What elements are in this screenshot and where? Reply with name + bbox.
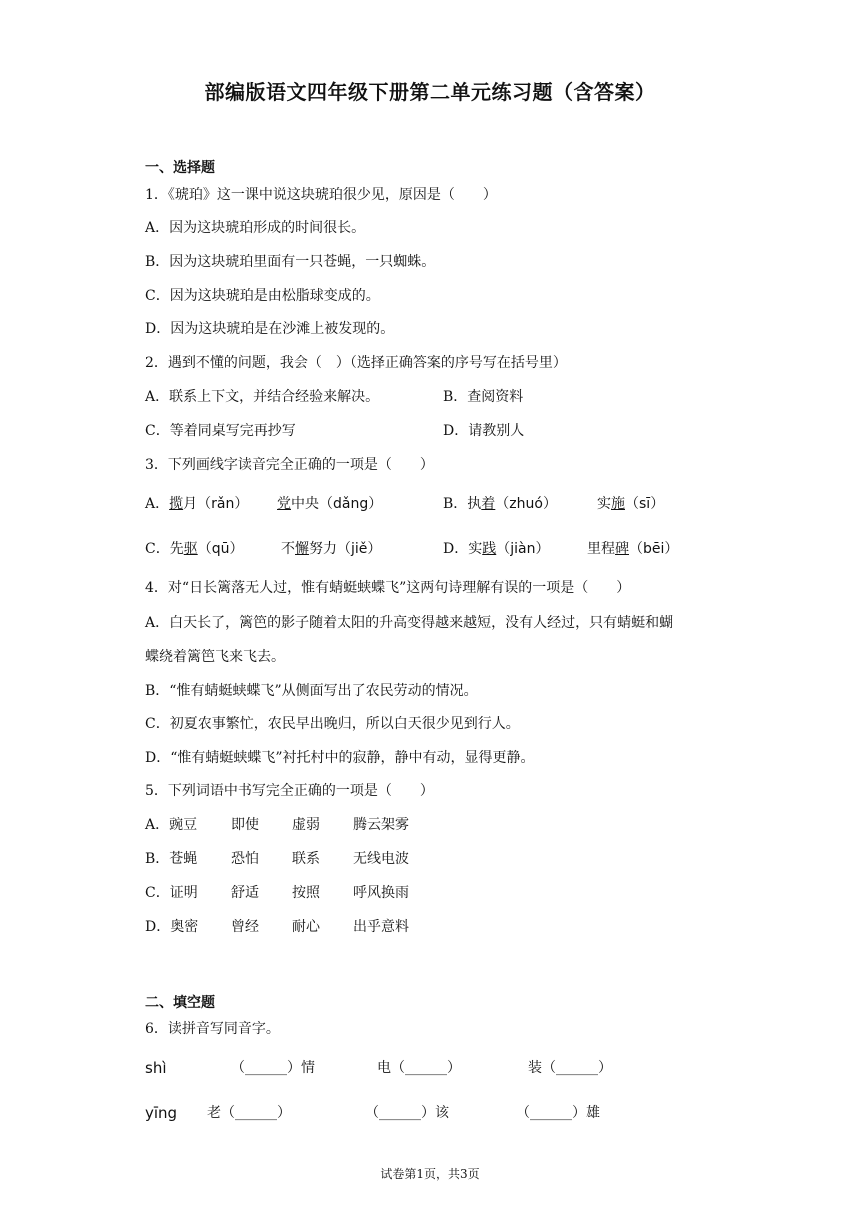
option-label: B． <box>443 496 468 512</box>
question-3-option-d <box>443 539 549 559</box>
paren-close: ） <box>650 496 665 512</box>
question-1-stem: 1．《琥珀》这一课中说这块琥珀很少见，原因是（ ） <box>145 187 497 203</box>
question-6-stem: 6．读拼音写同音字。 <box>145 1021 280 1037</box>
question-5-option-a <box>145 815 197 835</box>
question-4-option-a-line-1: A．白天长了，篱笆的影子随着太阳的升高变得越来越短，没有人经过，只有蜻蜓和蝴 <box>145 615 674 631</box>
underlined-char: 施 <box>611 496 625 512</box>
question-3-stem: 3．下列画线字读音完全正确的一项是（ ） <box>145 457 434 473</box>
word: 奥密 <box>170 919 199 935</box>
section-heading-fill-in: 二、填空题 <box>145 995 215 1011</box>
question-5-option-d-word-3: 耐心 <box>292 919 320 935</box>
pinyin: dǎng <box>333 496 369 512</box>
question-2-option-b: B．查阅资料 <box>443 389 524 405</box>
word: 豌豆 <box>169 817 198 833</box>
underlined-char: 懈 <box>295 541 309 557</box>
underlined-char: 践 <box>482 541 497 557</box>
word-text: 实 <box>597 496 611 512</box>
question-1-option-d: D．因为这块琥珀是在沙滩上被发现的。 <box>145 321 395 337</box>
pinyin: qū <box>211 541 230 557</box>
word: 苍蝇 <box>169 851 198 867</box>
paren-close: ） <box>664 541 679 557</box>
paren-close: ） <box>234 496 249 512</box>
option-label: A． <box>145 496 170 512</box>
question-5-option-b-word-2: 恐怕 <box>231 851 259 867</box>
question-3-option-b <box>443 494 557 514</box>
question-5-option-c-word-2: 舒适 <box>231 885 259 901</box>
question-5-option-d-word-4: 出乎意料 <box>353 919 409 935</box>
paren-close: ） <box>229 541 244 557</box>
question-2-option-c: C．等着同桌写完再抄写 <box>145 423 296 439</box>
paren-close: ） <box>535 541 550 557</box>
option-label: A． <box>145 817 170 833</box>
question-3-option-b-word-2 <box>597 494 664 514</box>
question-6-blank: 老（______） <box>207 1105 291 1121</box>
question-4-stem: 4．对“日长篱落无人过，惟有蜻蜓蛱蝶飞”这两句诗理解有误的一项是（ ） <box>145 580 631 596</box>
question-4-option-b: B．“惟有蜻蜓蛱蝶飞”从侧面写出了农民劳动的情况。 <box>145 683 478 699</box>
question-2-option-d: D．请教别人 <box>443 423 525 439</box>
question-2-option-a: A．联系上下文，并结合经验来解决。 <box>145 389 380 405</box>
option-label: B． <box>145 851 170 867</box>
question-5-option-d-word-2: 曾经 <box>231 919 259 935</box>
underlined-char: 揽 <box>169 496 184 512</box>
pinyin: rǎn <box>211 496 235 512</box>
question-4-option-a-line-2: 蝶绕着篱笆飞来飞去。 <box>145 649 285 665</box>
word-text: （ <box>197 541 212 557</box>
question-5-option-a-word-2: 即使 <box>231 817 259 833</box>
paren-close: ） <box>368 496 383 512</box>
paren-close: ） <box>367 541 382 557</box>
underlined-char: 驱 <box>183 541 198 557</box>
question-5-option-a-word-3: 虚弱 <box>292 817 320 833</box>
question-3-option-a-word-2 <box>277 494 382 514</box>
option-label: C． <box>145 885 170 901</box>
question-5-option-c <box>145 883 198 903</box>
word-text: 不 <box>281 541 295 557</box>
question-4-option-c: C．初夏农事繁忙，农民早出晚归，所以白天很少见到行人。 <box>145 716 520 732</box>
question-5-option-b <box>145 849 197 869</box>
option-label: C． <box>145 541 170 557</box>
question-5-option-c-word-4: 呼风换雨 <box>353 885 409 901</box>
underlined-char: 着 <box>481 496 496 512</box>
question-1-option-c: C．因为这块琥珀是由松脂球变成的。 <box>145 288 380 304</box>
pinyin: sī <box>639 496 651 512</box>
question-6-blank: （______）该 <box>365 1105 449 1121</box>
word: 证明 <box>169 885 198 901</box>
pinyin: jiàn <box>510 541 536 557</box>
question-6-pinyin-ying: yīng <box>145 1104 178 1122</box>
question-6-blank: （______）情 <box>231 1060 315 1076</box>
question-5-stem: 5．下列词语中书写完全正确的一项是（ ） <box>145 783 434 799</box>
question-5-option-b-word-4: 无线电波 <box>353 851 409 867</box>
option-label: D． <box>145 919 171 935</box>
question-1-option-a: A．因为这块琥珀形成的时间很长。 <box>145 220 366 236</box>
word-text: 努力（ <box>309 541 351 557</box>
question-3-option-d-word-2 <box>587 539 678 559</box>
word-text: 先 <box>169 541 184 557</box>
question-6-blank: 电（______） <box>377 1060 461 1076</box>
pinyin: bēi <box>643 541 665 557</box>
question-6-pinyin-shi: shì <box>145 1059 167 1077</box>
question-4-option-d: D．“惟有蜻蜓蛱蝶飞”衬托村中的寂静，静中有动，显得更静。 <box>145 750 535 766</box>
question-5-option-d <box>145 917 198 937</box>
question-5-option-b-word-3: 联系 <box>292 851 320 867</box>
pinyin: zhuó <box>509 496 543 512</box>
question-5-option-c-word-3: 按照 <box>292 885 320 901</box>
section-heading-choice: 一、选择题 <box>145 160 215 176</box>
page-footer: 试卷第1页，共3页 <box>380 1167 480 1181</box>
word-text: （ <box>625 496 639 512</box>
word-text: 实 <box>468 541 483 557</box>
word-text: 执 <box>467 496 482 512</box>
paren-close: ） <box>542 496 557 512</box>
question-3-option-c <box>145 539 243 559</box>
page-title: 部编版语文四年级下册第二单元练习题（含答案） <box>204 80 656 104</box>
word-text: 月（ <box>183 496 212 512</box>
word-text: 里程 <box>587 541 615 557</box>
question-6-blank: （______）雄 <box>516 1105 600 1121</box>
underlined-char: 碑 <box>615 541 629 557</box>
pinyin: jiě <box>351 541 368 557</box>
word-text: （ <box>496 541 511 557</box>
underlined-char: 党 <box>277 496 291 512</box>
question-3-option-a <box>145 494 248 514</box>
option-label: D． <box>443 541 469 557</box>
question-6-blank: 装（______） <box>528 1060 612 1076</box>
question-3-option-c-word-2 <box>281 539 381 559</box>
word-text: （ <box>495 496 510 512</box>
word-text: 中央（ <box>291 496 333 512</box>
question-5-option-a-word-4: 腾云架雾 <box>353 817 409 833</box>
question-2-stem: 2．遇到不懂的问题，我会（ ）（选择正确答案的序号写在括号里） <box>145 355 567 371</box>
word-text: （ <box>629 541 643 557</box>
question-1-option-b: B．因为这块琥珀里面有一只苍蝇，一只蜘蛛。 <box>145 254 436 270</box>
